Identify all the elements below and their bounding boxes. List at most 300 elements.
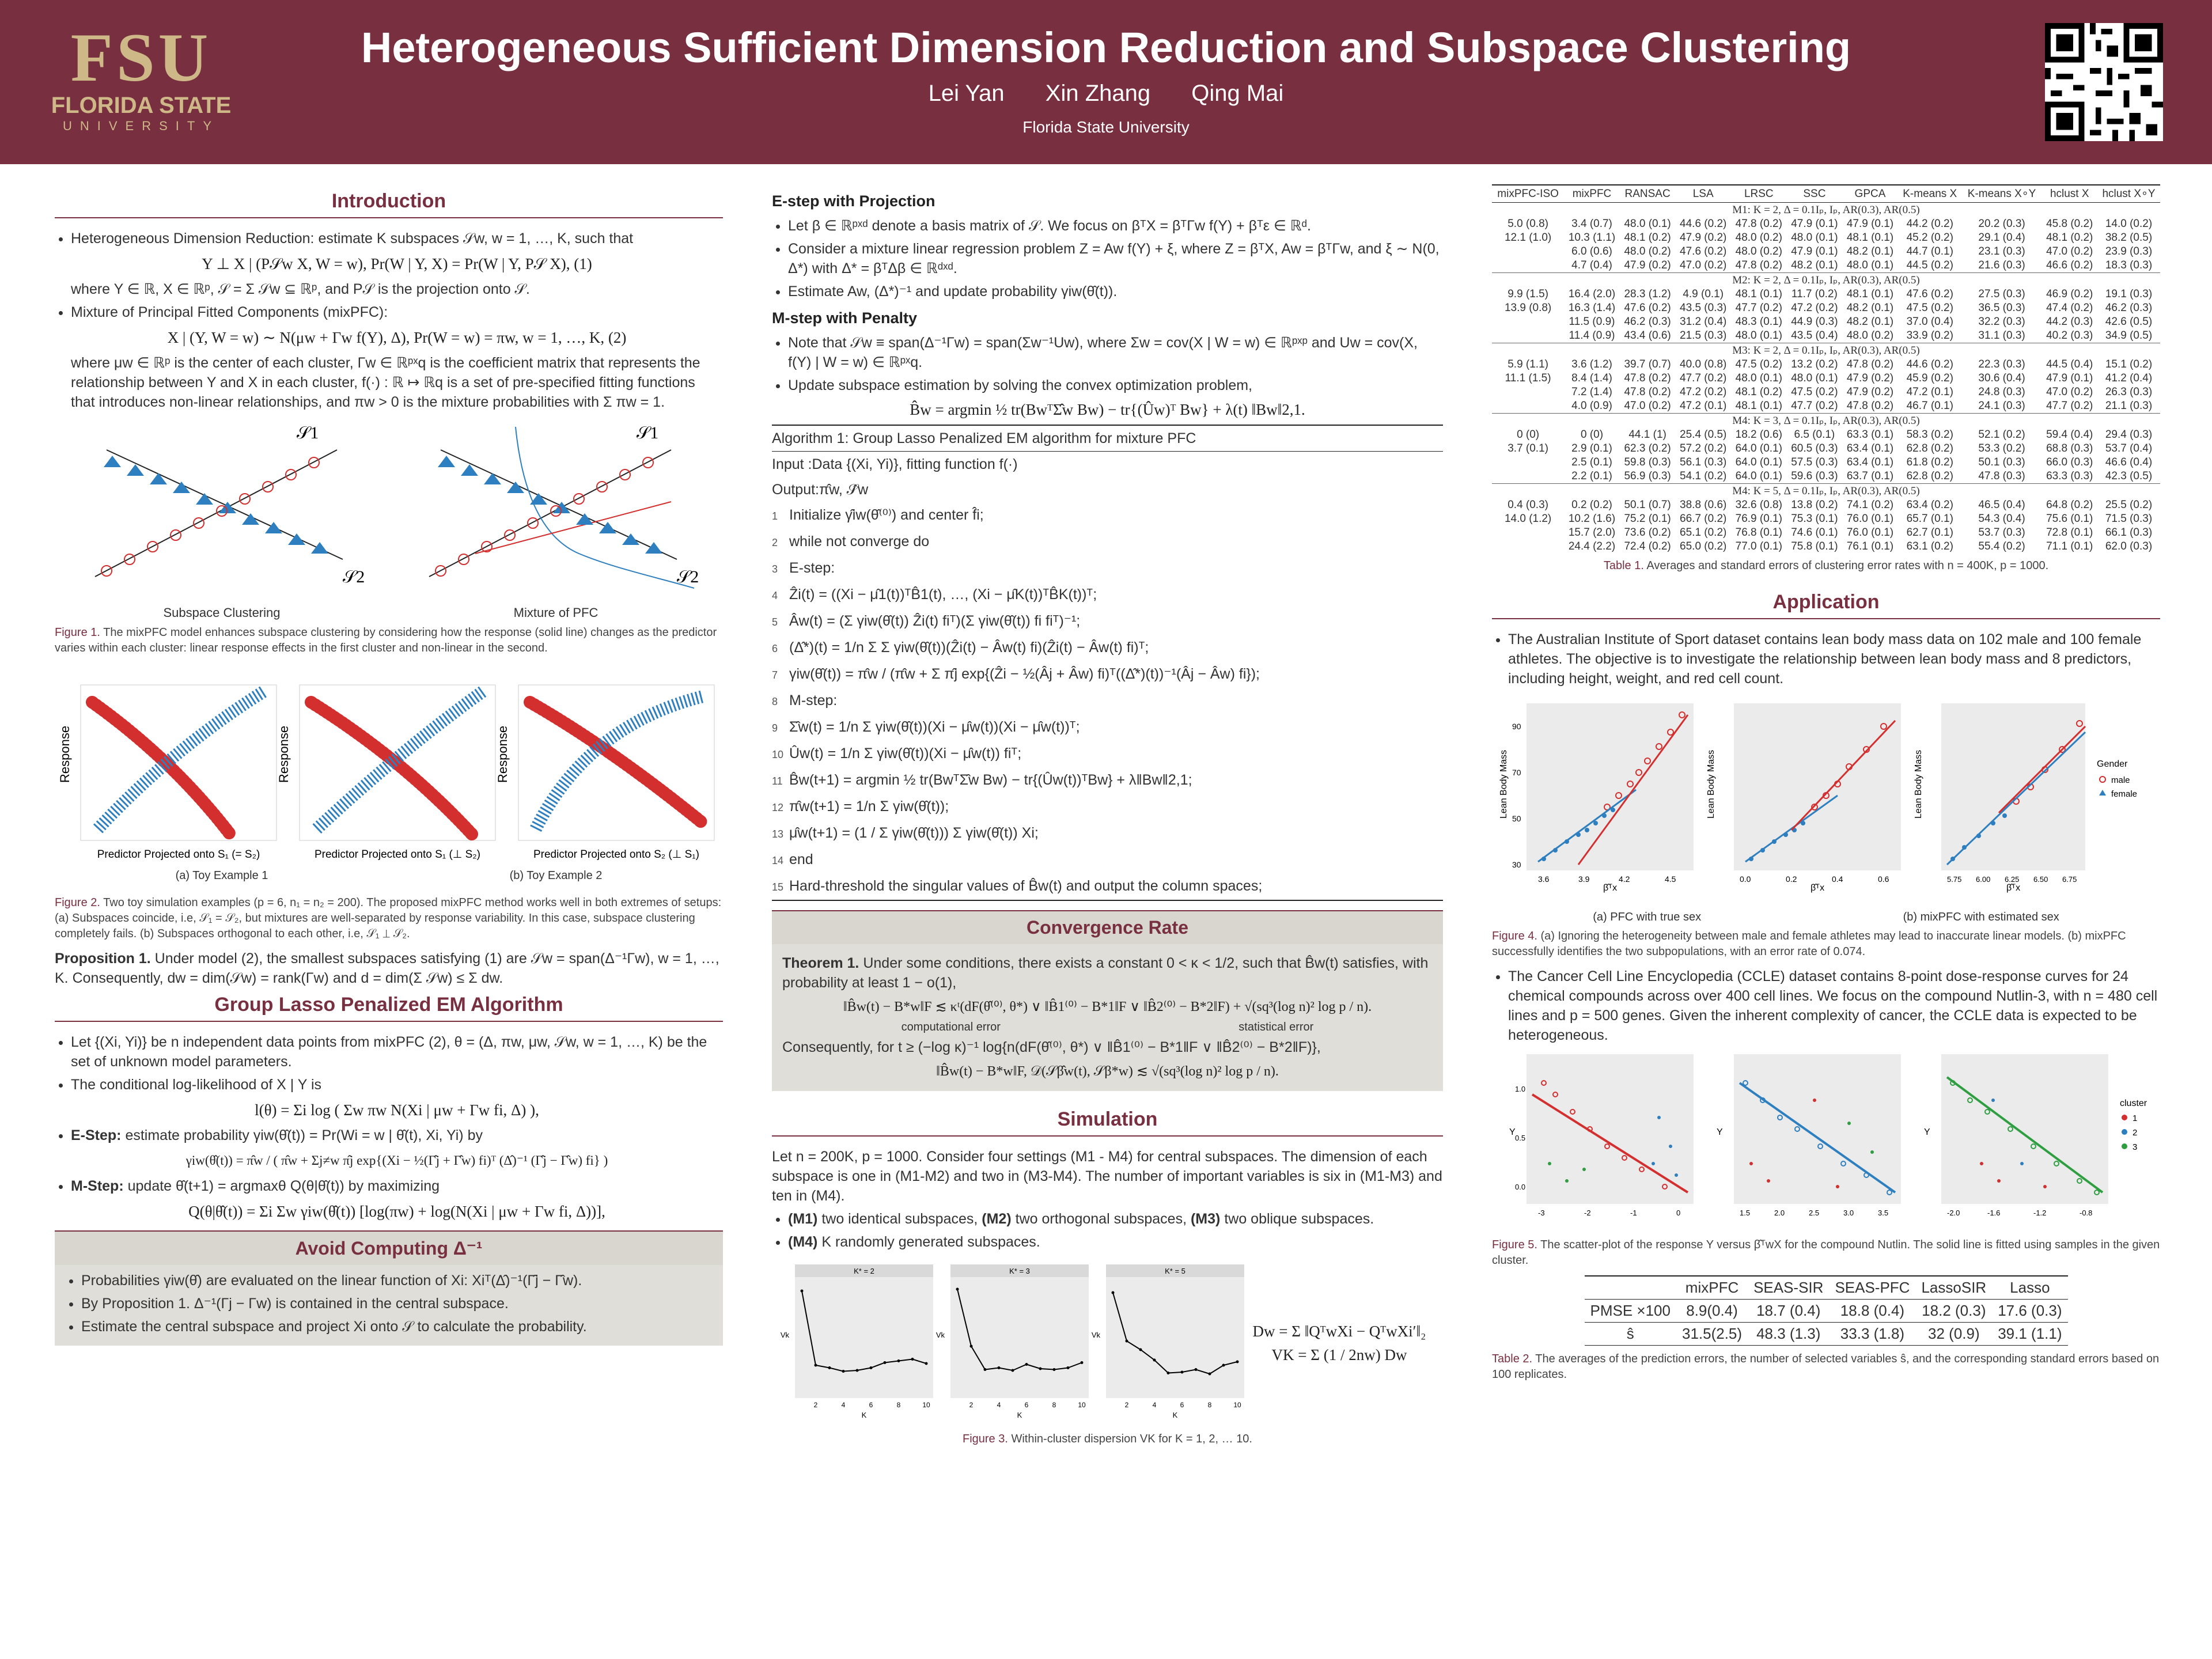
algorithm-line — [772, 661, 1443, 688]
line-text: π̂w(t+1) = 1/n Σ γiw(θ̂(t)); — [789, 798, 949, 815]
line-text: end — [789, 851, 813, 868]
legend-cluster-3: 3 — [2133, 1142, 2138, 1152]
column-right — [1492, 184, 2160, 1389]
subcaption: (b) Toy Example 2 — [509, 869, 603, 882]
author-list — [276, 81, 1936, 107]
table-header-row: mixPFC SEAS-SIR SEAS-PFC LassoSIR Lasso — [1585, 1276, 2068, 1300]
subspace-line-1 — [107, 450, 343, 559]
table-1-clustering-errors — [1492, 184, 2160, 554]
figure-1-right-label: Mixture of PFC — [513, 605, 599, 620]
table-cell: 47.0 (0.2) — [1680, 259, 1727, 271]
table-cell: 21.5 (0.3) — [1680, 329, 1727, 342]
table-cell: 48.0 (0.2) — [1624, 245, 1671, 257]
table-cell: 2.9 (0.1) — [1571, 442, 1612, 454]
table-cell: 22.3 (0.3) — [1978, 358, 2025, 370]
table-cell: 19.1 (0.3) — [2105, 288, 2153, 300]
line-number: 1 — [772, 510, 778, 522]
toy-panel-2 — [276, 685, 495, 861]
table-cell: 21.6 (0.3) — [1978, 259, 2025, 271]
data-point — [1139, 1349, 1142, 1351]
table-cell: 47.8 (0.2) — [1735, 218, 1782, 230]
section-heading-convergence: Convergence Rate — [772, 910, 1443, 944]
table-cell: 56.9 (0.3) — [1624, 470, 1671, 482]
y-axis-label: Lean Body Mass — [1706, 749, 1716, 819]
table-cell: 28.3 (1.2) — [1624, 288, 1671, 300]
ccle-panel-2 — [1717, 1054, 1901, 1217]
author: Lei Yan — [928, 81, 1005, 106]
table-cell: 75.2 (0.1) — [1624, 513, 1671, 525]
subcaption: (b) mixPFC with estimated sex — [1903, 911, 2059, 923]
y-tick: 0.0 — [1515, 1183, 1526, 1191]
table-cell: 47.9 (0.2) — [1624, 259, 1671, 271]
ccle-panel-3 — [1924, 1054, 2108, 1217]
toy-example-plots — [58, 679, 720, 869]
table-cell: 31.2 (0.4) — [1680, 316, 1727, 328]
bullet-text: estimate K subspaces 𝒮w, w = 1, …, K, such that — [318, 230, 634, 247]
table-cell: 48.0 (0.1) — [1791, 372, 1838, 384]
dispersion-panel — [781, 1264, 933, 1419]
table-cell: 14.0 (0.2) — [2105, 218, 2153, 230]
table-cell — [1492, 469, 1564, 484]
table-cell: 44.2 (0.3) — [2046, 316, 2093, 328]
data-point — [1181, 1371, 1184, 1374]
avoid-box — [55, 1265, 723, 1346]
table-cell: 74.1 (0.2) — [1846, 499, 1894, 511]
data-point — [1053, 1368, 1056, 1371]
table-cell: 48.0 (0.1) — [1735, 372, 1782, 384]
algorithm-line — [772, 582, 1443, 608]
table-row — [1492, 358, 2160, 372]
table-row — [1492, 231, 2160, 245]
table-cell: 50.1 (0.3) — [1978, 456, 2025, 468]
author: Xin Zhang — [1045, 81, 1151, 106]
table-row — [1492, 372, 2160, 385]
table-cell: 72.4 (0.2) — [1624, 540, 1671, 552]
equation-1: Y ⊥ X | (P𝒮w X, W = w), Pr(W | Y, X) = Pr(W | Y, P𝒮 X), (1) — [202, 255, 592, 272]
panel-title: K* = 2 — [854, 1267, 874, 1275]
table-cell: 38.2 (0.5) — [2105, 232, 2153, 244]
table-cell: 40.2 (0.3) — [2046, 329, 2093, 342]
x-axis-label: K — [1172, 1411, 1178, 1419]
table-cell: 16.3 (1.4) — [1568, 302, 1616, 314]
legend-marker-3 — [2122, 1143, 2127, 1149]
line-text: E-step: — [789, 560, 835, 576]
algorithm-title: Algorithm 1: Group Lasso Penalized EM algorithm for mixture PFC — [772, 426, 1443, 452]
table-row — [1492, 442, 2160, 456]
table-cell — [1492, 245, 1564, 259]
list-item: • By Proposition 1. Δ⁻¹(Γj − Γw) is contained in the central subspace. — [81, 1294, 713, 1313]
s1-label: 𝒮1 — [297, 423, 319, 442]
group-title: M1: K = 2, Δ = 0.1Iₚ, Iₚ, AR(0.3), AR(0.5) — [1492, 203, 2160, 218]
list-item — [71, 229, 723, 299]
x-tick: -1 — [1630, 1209, 1637, 1217]
algorithm-line — [772, 847, 1443, 873]
figure-1-left-label: Subspace Clustering — [163, 605, 281, 620]
table-row — [1492, 315, 2160, 329]
table-cell: 13.9 (0.8) — [1504, 302, 1552, 314]
table-cell: 46.2 (0.3) — [1624, 316, 1671, 328]
table-cell: 42.3 (0.5) — [2105, 470, 2153, 482]
table-cell: 47.9 (0.1) — [1791, 245, 1838, 257]
table-cell: 48.2 (0.1) — [1846, 316, 1894, 328]
data-point — [911, 1358, 914, 1361]
table-cell: 66.0 (0.3) — [2046, 456, 2093, 468]
table-group-row — [1492, 343, 2160, 358]
table-cell: 73.6 (0.2) — [1624, 527, 1671, 539]
table-group-row — [1492, 414, 2160, 429]
list-item: • The conditional log-likelihood of X | Y is l(θ) = Σi log ( Σw πw N(Xi | μw + Γw fi, Δ) ), — [71, 1075, 723, 1120]
figure-5-caption: Figure 5. The scatter-plot of the response Y versus β̂ᵀwX for the compound Nutlin. The solid line is fitted using samples in the given cluster. — [1492, 1238, 2160, 1267]
group-title: M4: K = 3, Δ = 0.1Iₚ, Iₚ, AR(0.3), AR(0.5) — [1492, 414, 2160, 429]
table-cell: 65.1 (0.2) — [1680, 527, 1727, 539]
line-number: 4 — [772, 590, 778, 601]
response-curve — [516, 427, 694, 588]
table-cell: 37.0 (0.4) — [1906, 316, 1953, 328]
x-tick: 3.0 — [1843, 1209, 1854, 1217]
table-cell: 63.1 (0.2) — [1906, 540, 1953, 552]
table-row — [1492, 456, 2160, 469]
list-item — [71, 302, 723, 412]
legend-male: male — [2111, 775, 2130, 785]
table-cell: 44.6 (0.2) — [1680, 218, 1727, 230]
table-cell: 47.5 (0.2) — [1906, 302, 1953, 314]
table-cell: 47.0 (0.2) — [2046, 245, 2093, 257]
table-cell: 18.3 (0.3) — [2105, 259, 2153, 271]
table-cell: 63.4 (0.1) — [1846, 442, 1894, 454]
table-cell: 43.5 (0.3) — [1680, 302, 1727, 314]
table-cell: 44.5 (0.2) — [1906, 259, 1953, 271]
table-cell: 48.1 (0.1) — [1846, 288, 1894, 300]
figure-1-right — [406, 415, 706, 620]
algorithm-box — [772, 425, 1443, 901]
x-axis-label: Predictor Projected onto S₂ (⊥ S₁) — [533, 849, 700, 861]
table-cell: 16.4 (2.0) — [1568, 288, 1616, 300]
x-tick: -1.2 — [2033, 1209, 2047, 1217]
data-point — [1025, 1363, 1028, 1366]
line-text: μ̂w(t+1) = (1 / Σ γiw(θ̂(t))) Σ γiw(θ̂(t)) Xi; — [789, 825, 1039, 841]
data-point — [856, 1369, 859, 1372]
table-row — [1492, 217, 2160, 231]
list-item: • The Australian Institute of Sport dataset contains lean body mass data on 102 male and 100 female athletes. The objective is to investigate the relationship between lean body mass and 8 predictors, including height, weight, and red cell count. — [1508, 630, 2160, 688]
y-tick: 50 — [1512, 814, 1521, 823]
table-row — [1492, 399, 2160, 414]
algorithm-input: Input :Data {(Xi, Yi)}, fitting function f(·) — [772, 456, 1018, 472]
subspace-line-1 — [441, 450, 677, 559]
table-cell: 76.0 (0.1) — [1846, 513, 1894, 525]
line-number: 14 — [772, 855, 784, 866]
table-cell: 5.9 (1.1) — [1508, 358, 1548, 370]
intro-list — [55, 229, 723, 412]
table-cell: 47.2 (0.2) — [1791, 302, 1838, 314]
table-cell: 34.9 (0.5) — [2105, 329, 2153, 342]
table-cell: 48.1 (0.2) — [1735, 386, 1782, 398]
x-tick: 3.6 — [1538, 874, 1550, 884]
table-cell: 47.8 (0.2) — [1624, 372, 1671, 384]
x-tick: 4.5 — [1665, 874, 1676, 884]
ccle-panel-1 — [1509, 1054, 1694, 1217]
table-cell: 13.2 (0.2) — [1791, 358, 1838, 370]
column-left — [55, 184, 723, 1346]
data-point — [1195, 1368, 1198, 1371]
table-cell: 24.8 (0.3) — [1978, 386, 2025, 398]
figure-3-row — [772, 1260, 1443, 1427]
data-point — [842, 1370, 845, 1373]
line-number: 13 — [772, 828, 784, 840]
proposition-1: Proposition 1. Under model (2), the smallest subspaces satisfying (1) are 𝒮w = span(Δ⁻¹Γw), w = 1, …, K. Consequently, dw = dim(𝒮w) = rank(Γw) and d = dim(Σ 𝒮w) ≤ Σ dw. — [55, 950, 719, 986]
list-item: • The Cancer Cell Line Encyclopedia (CCLE) dataset contains 8-point dose-response curves for 24 chemical compounds across over 400 cell lines. We focus on the compound Nutlin-3, with n = 480 cell lines and p = 500 genes. Given the inherent complexity of cancer, the CCLE data is expected to be heterogeneous. — [1508, 967, 2160, 1045]
cluster-legend — [2120, 1099, 2147, 1152]
table-cell: 53.7 (0.3) — [1978, 527, 2025, 539]
table-group-row — [1492, 203, 2160, 218]
table-cell: 23.1 (0.3) — [1978, 245, 2025, 257]
table-cell — [1492, 526, 1564, 540]
line-text: Ûw(t) = 1/n Σ γiw(θ̂(t))(Xi − μ̂w(t)) fiᵀ; — [789, 745, 1022, 762]
table-cell: 7.2 (1.4) — [1571, 386, 1612, 398]
table-cell: 15.1 (0.2) — [2105, 358, 2153, 370]
table-cell: 27.5 (0.3) — [1978, 288, 2025, 300]
table-cell: 43.5 (0.4) — [1791, 329, 1838, 342]
figure-4-caption: Figure 4. (a) Ignoring the heterogeneity between male and female athletes may lead to inaccurate linear models. (b) mixPFC successfully identifies the two subpopulations, with an error rate of 0.074. — [1492, 930, 2126, 958]
x-axis-label: β̂ᵀx — [1810, 883, 1825, 893]
bullet-label: Heterogeneous Dimension Reduction: — [71, 230, 315, 247]
table-cell: 64.0 (0.1) — [1735, 470, 1782, 482]
table-row — [1492, 329, 2160, 343]
data-point — [1081, 1361, 1084, 1364]
algorithm-line — [772, 608, 1443, 635]
group-title: M4: K = 5, Δ = 0.1Iₚ, Iₚ, AR(0.3), AR(0.5) — [1492, 484, 2160, 499]
table-cell: 64.8 (0.2) — [2046, 499, 2093, 511]
table-cell: 56.1 (0.3) — [1680, 456, 1727, 468]
x-tick: 6 — [1024, 1401, 1029, 1409]
data-point — [828, 1366, 831, 1369]
qr-code-icon[interactable] — [2045, 23, 2163, 141]
table-cell: 47.8 (0.2) — [1846, 400, 1894, 412]
table-cell: 6.0 (0.6) — [1571, 245, 1612, 257]
column-header: K-means X — [1898, 185, 1962, 203]
table-cell: 59.6 (0.3) — [1791, 470, 1838, 482]
table-cell: 44.6 (0.2) — [1906, 358, 1953, 370]
table-cell: 47.8 (0.2) — [1735, 259, 1782, 271]
table-cell: 53.7 (0.4) — [2105, 442, 2153, 454]
table-cell: 47.9 (0.2) — [1846, 372, 1894, 384]
ais-panel-1 — [1499, 703, 1694, 893]
bullet-label: Mixture of Principal Fitted Components (mixPFC): — [71, 304, 388, 320]
list-item: • M-Step: update θ̂(t+1) = argmaxθ Q(θ|θ̂(t)) by maximizing Q(θ|θ̂(t)) = Σi Σw γiw(θ̂(t)) [log(πw) + log(N(Xi | μw + Γw fi, Δ))], — [71, 1176, 723, 1221]
legend-cluster-2: 2 — [2133, 1128, 2138, 1138]
table-cell: 47.9 (0.2) — [1846, 386, 1894, 398]
dispersion-panel — [936, 1264, 1089, 1419]
algorithm-line — [772, 767, 1443, 794]
x-tick: 10 — [1233, 1401, 1241, 1409]
x-tick: 8 — [896, 1401, 901, 1409]
table-cell: 48.0 (0.1) — [1735, 329, 1782, 342]
data-point — [984, 1368, 987, 1371]
subspace-line-2 — [95, 450, 337, 577]
algorithm-line — [772, 794, 1443, 820]
x-tick: 6.00 — [1976, 875, 1991, 884]
x-tick: 8 — [1207, 1401, 1212, 1409]
y-axis-label: Lean Body Mass — [1914, 749, 1923, 819]
label-computational-error: computational error — [901, 1021, 1001, 1033]
line-number: 8 — [772, 696, 778, 707]
y-axis-label: Response — [276, 725, 291, 783]
table-cell: 63.3 (0.3) — [2046, 470, 2093, 482]
x-tick: 4 — [997, 1401, 1001, 1409]
group-title: M2: K = 2, Δ = 0.1Iₚ, Iₚ, AR(0.3), AR(0.5) — [1492, 273, 2160, 288]
table-cell: 66.7 (0.2) — [1680, 513, 1727, 525]
table-cell: 44.1 (1) — [1628, 429, 1666, 441]
table-cell: 48.0 (0.1) — [1624, 218, 1671, 230]
table-cell — [1492, 329, 1564, 343]
table-cell: 47.7 (0.2) — [1735, 302, 1782, 314]
list-item: • Estimate the central subspace and project Xi onto 𝒮 to calculate the probability. — [81, 1317, 713, 1336]
y-tick: 1.0 — [1515, 1085, 1526, 1093]
panel-background — [1106, 1277, 1244, 1398]
table-cell: 20.2 (0.3) — [1978, 218, 2025, 230]
table-cell: 25.5 (0.2) — [2105, 499, 2153, 511]
table-cell: 47.2 (0.2) — [1680, 386, 1727, 398]
table-row — [1492, 526, 2160, 540]
line-text: M-step: — [789, 692, 838, 709]
logo-university-word: UNIVERSITY — [62, 119, 220, 133]
algorithm-line — [772, 714, 1443, 741]
x-tick: 6 — [1180, 1401, 1184, 1409]
algorithm-line — [772, 635, 1443, 661]
table-cell: 54.1 (0.2) — [1680, 470, 1727, 482]
data-point — [956, 1288, 959, 1291]
x-tick: -2.0 — [1947, 1209, 1960, 1217]
table-cell: 61.8 (0.2) — [1906, 456, 1953, 468]
x-axis-label: β̂ᵀx — [1603, 883, 1618, 893]
x-tick: 2.0 — [1774, 1209, 1785, 1217]
table-cell: 47.6 (0.2) — [1624, 302, 1671, 314]
figure-3-dispersion-plots — [772, 1260, 1244, 1427]
simulation-text: Let n = 200K, p = 1000. Consider four settings (M1 - M4) for central subspaces. The dimension of each subspace is one in (M1-M2) and two in (M3-M4). The number of important variables is six in (M1-M3) and ten in (M4). — [772, 1149, 1442, 1204]
table-cell: 14.0 (1.2) — [1504, 513, 1552, 525]
logo-text: FSU — [70, 19, 212, 96]
table-cell: 76.8 (0.1) — [1735, 527, 1782, 539]
data-point — [1222, 1364, 1225, 1367]
x-tick: 5.75 — [1947, 875, 1962, 884]
table-cell: 48.3 (0.1) — [1735, 316, 1782, 328]
data-point — [1167, 1372, 1170, 1374]
list-item: • Note that 𝒮w ≡ span(Δ⁻¹Γw) = span(Σw⁻¹Uw), where Σw = cov(X | W = w) ∈ ℝᵖˣᵖ and Uw = cov(X, f(Y) | W = w) ∈ ℝᵖˣq. — [788, 333, 1443, 372]
theorem-1: Theorem 1. Under some conditions, there exists a constant 0 < κ < 1/2, such that B̂w(t) satisfies, with probability at least 1 − o(1), — [782, 955, 1429, 991]
line-number: 10 — [772, 749, 784, 760]
table-cell: 47.7 (0.2) — [1791, 400, 1838, 412]
poster-title: Heterogeneous Sufficient Dimension Reduction and Subspace Clustering — [361, 24, 1851, 71]
table-cell: 31.1 (0.3) — [1978, 329, 2025, 342]
table-cell: 24.1 (0.3) — [1978, 400, 2025, 412]
y-axis-label: Y — [1509, 1127, 1516, 1137]
table-cell: 10.2 (1.6) — [1568, 513, 1616, 525]
x-axis-label: K — [1017, 1411, 1022, 1419]
column-header: GPCA — [1842, 185, 1898, 203]
table-cell: 44.2 (0.2) — [1906, 218, 1953, 230]
ais-panel-2 — [1706, 703, 1901, 893]
data-point — [1236, 1361, 1239, 1363]
table-cell: 48.2 (0.1) — [1791, 259, 1838, 271]
figure-5-ccle-plots — [1492, 1048, 2160, 1233]
header-banner — [0, 0, 2212, 164]
section-heading-simulation: Simulation — [772, 1108, 1443, 1137]
table-cell: 3.4 (0.7) — [1571, 218, 1612, 230]
table-cell: 64.0 (0.1) — [1735, 456, 1782, 468]
line-text: Âw(t) = (Σ γiw(θ̂(t)) Ẑi(t) fiᵀ)(Σ γiw(θ̂(t)) fi fiᵀ)⁻¹; — [789, 613, 1081, 629]
table-cell: 47.6 (0.2) — [1906, 288, 1953, 300]
legend-marker-2 — [2122, 1129, 2127, 1135]
column-header: RANSAC — [1620, 185, 1676, 203]
table-body — [1492, 203, 2160, 554]
fsu-logo — [46, 19, 236, 134]
ais-panel-3 — [1914, 703, 2085, 893]
table-cell: 21.1 (0.3) — [2105, 400, 2153, 412]
list-item: • Consider a mixture linear regression problem Z = Aw f(Y) + ξ, where Z = βᵀX, Aw = βᵀΓw, and ξ ∼ N(0, Δ*) with Δ* = βᵀΔβ ∈ ℝᵈˣᵈ. — [788, 239, 1443, 278]
figure-1-left — [72, 415, 372, 620]
line-text: Σ̂w(t) = 1/n Σ γiw(θ̂(t))(Xi − μ̂w(t))(Xi − μ̂w(t))ᵀ; — [789, 719, 1080, 735]
legend-female: female — [2111, 789, 2138, 799]
table-cell: 24.4 (2.2) — [1568, 540, 1616, 552]
data-point — [897, 1359, 900, 1362]
x-tick: 2 — [813, 1401, 818, 1409]
list-item: • Let β ∈ ℝᵖˣᵈ denote a basis matrix of 𝒮. We focus on βᵀX = βᵀΓw f(Y) + βᵀε ∈ ℝᵈ. — [788, 216, 1443, 236]
table-cell: 47.7 (0.2) — [2046, 400, 2093, 412]
y-axis-label: Vk — [1091, 1331, 1100, 1339]
line-text: (Δ̂*)(t) = 1/n Σ Σ γiw(θ̂(t))(Ẑi(t) − Âw(t) fi)(Ẑi(t) − Âw(t) fi)ᵀ; — [789, 639, 1149, 656]
algorithm-line — [772, 502, 1443, 529]
equation-dw: Dw = Σ ‖QᵀwXi − QᵀwXi′‖₂ — [1252, 1323, 1426, 1340]
column-header: hclust X∘Y — [2097, 185, 2160, 203]
mixpfc-illustration — [406, 415, 706, 605]
table-cell: 47.2 (0.1) — [1906, 386, 1953, 398]
y-tick: 0.5 — [1515, 1134, 1526, 1142]
x-tick: 1.5 — [1740, 1209, 1751, 1217]
x-tick: -3 — [1538, 1209, 1545, 1217]
x-tick: 0.0 — [1740, 874, 1751, 884]
data-point — [801, 1290, 804, 1293]
line-number: 7 — [772, 669, 778, 681]
algorithm-line — [772, 688, 1443, 714]
line-number: 3 — [772, 563, 778, 575]
algorithm-line — [772, 820, 1443, 847]
em-list — [55, 1032, 723, 1221]
table-cell: 11.1 (1.5) — [1505, 372, 1551, 384]
column-middle — [772, 184, 1443, 1454]
logo-university-name: FLORIDA STATE — [51, 93, 232, 118]
figure-4-subcaptions — [1492, 911, 2160, 924]
table-cell: 72.8 (0.1) — [2046, 527, 2093, 539]
panel-background — [950, 1277, 1089, 1398]
table-cell: 13.8 (0.2) — [1791, 499, 1838, 511]
ccle-list — [1492, 967, 2160, 1045]
table-cell: 4.7 (0.4) — [1571, 259, 1612, 271]
x-tick: 10 — [1078, 1401, 1086, 1409]
table-1-caption: Table 1. Averages and standard errors of clustering error rates with n = 400K, p = 1000. — [1603, 559, 2049, 572]
mstep-list — [772, 333, 1443, 395]
table-cell: 63.4 (0.1) — [1846, 456, 1894, 468]
table-cell: 48.1 (0.2) — [2046, 232, 2093, 244]
table-cell: 4.9 (0.1) — [1683, 288, 1724, 300]
x-axis-label: K — [861, 1411, 867, 1419]
table-cell: 48.1 (0.1) — [1735, 400, 1782, 412]
y-axis-label: Y — [1924, 1127, 1930, 1137]
table-row — [1492, 428, 2160, 442]
table-cell: 29.4 (0.3) — [2105, 429, 2153, 441]
x-tick: 6 — [869, 1401, 873, 1409]
table-cell — [1492, 259, 1564, 273]
table-cell: 36.5 (0.3) — [1978, 302, 2025, 314]
equation-q: Q(θ|θ̂(t)) = Σi Σw γiw(θ̂(t)) [log(πw) + log(N(Xi | μw + Γw fi, Δ))], — [188, 1203, 605, 1220]
